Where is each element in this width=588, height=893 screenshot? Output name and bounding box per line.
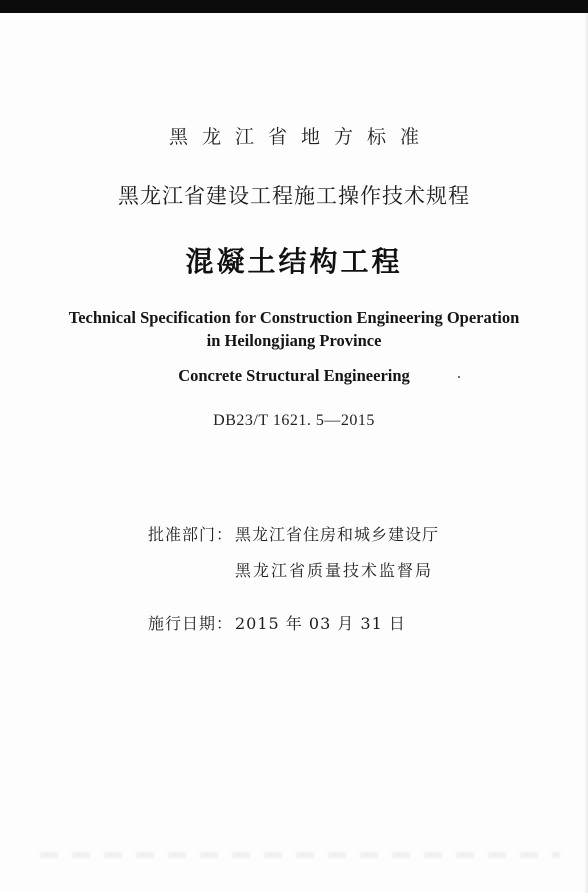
approval-department-2: 黑龙江省质量技术监督局	[235, 561, 434, 580]
english-subtitle: Concrete Structural Engineering	[178, 366, 410, 385]
scan-bottom-noise	[40, 852, 560, 858]
effective-date-value: 2015 年 03 月 31 日	[235, 614, 406, 633]
scan-top-border	[0, 0, 588, 13]
english-title-line-2: in Heilongjiang Province	[206, 331, 382, 350]
scan-speck	[458, 376, 460, 378]
standard-number: DB23/T 1621. 5—2015	[213, 412, 375, 429]
english-title-line-1: Technical Specification for Construction Engineering Operation	[68, 308, 520, 327]
main-title: 混凝土结构工程	[185, 245, 403, 278]
approval-department-1: 黑龙江省住房和城乡建设厅	[235, 525, 440, 544]
approval-label: 批准部门：	[148, 525, 234, 544]
local-standard-heading: 黑龙江省地方标准	[168, 126, 433, 148]
effective-date-label: 施行日期：	[148, 614, 234, 633]
series-title: 黑龙江省建设工程施工操作技术规程	[118, 184, 470, 208]
